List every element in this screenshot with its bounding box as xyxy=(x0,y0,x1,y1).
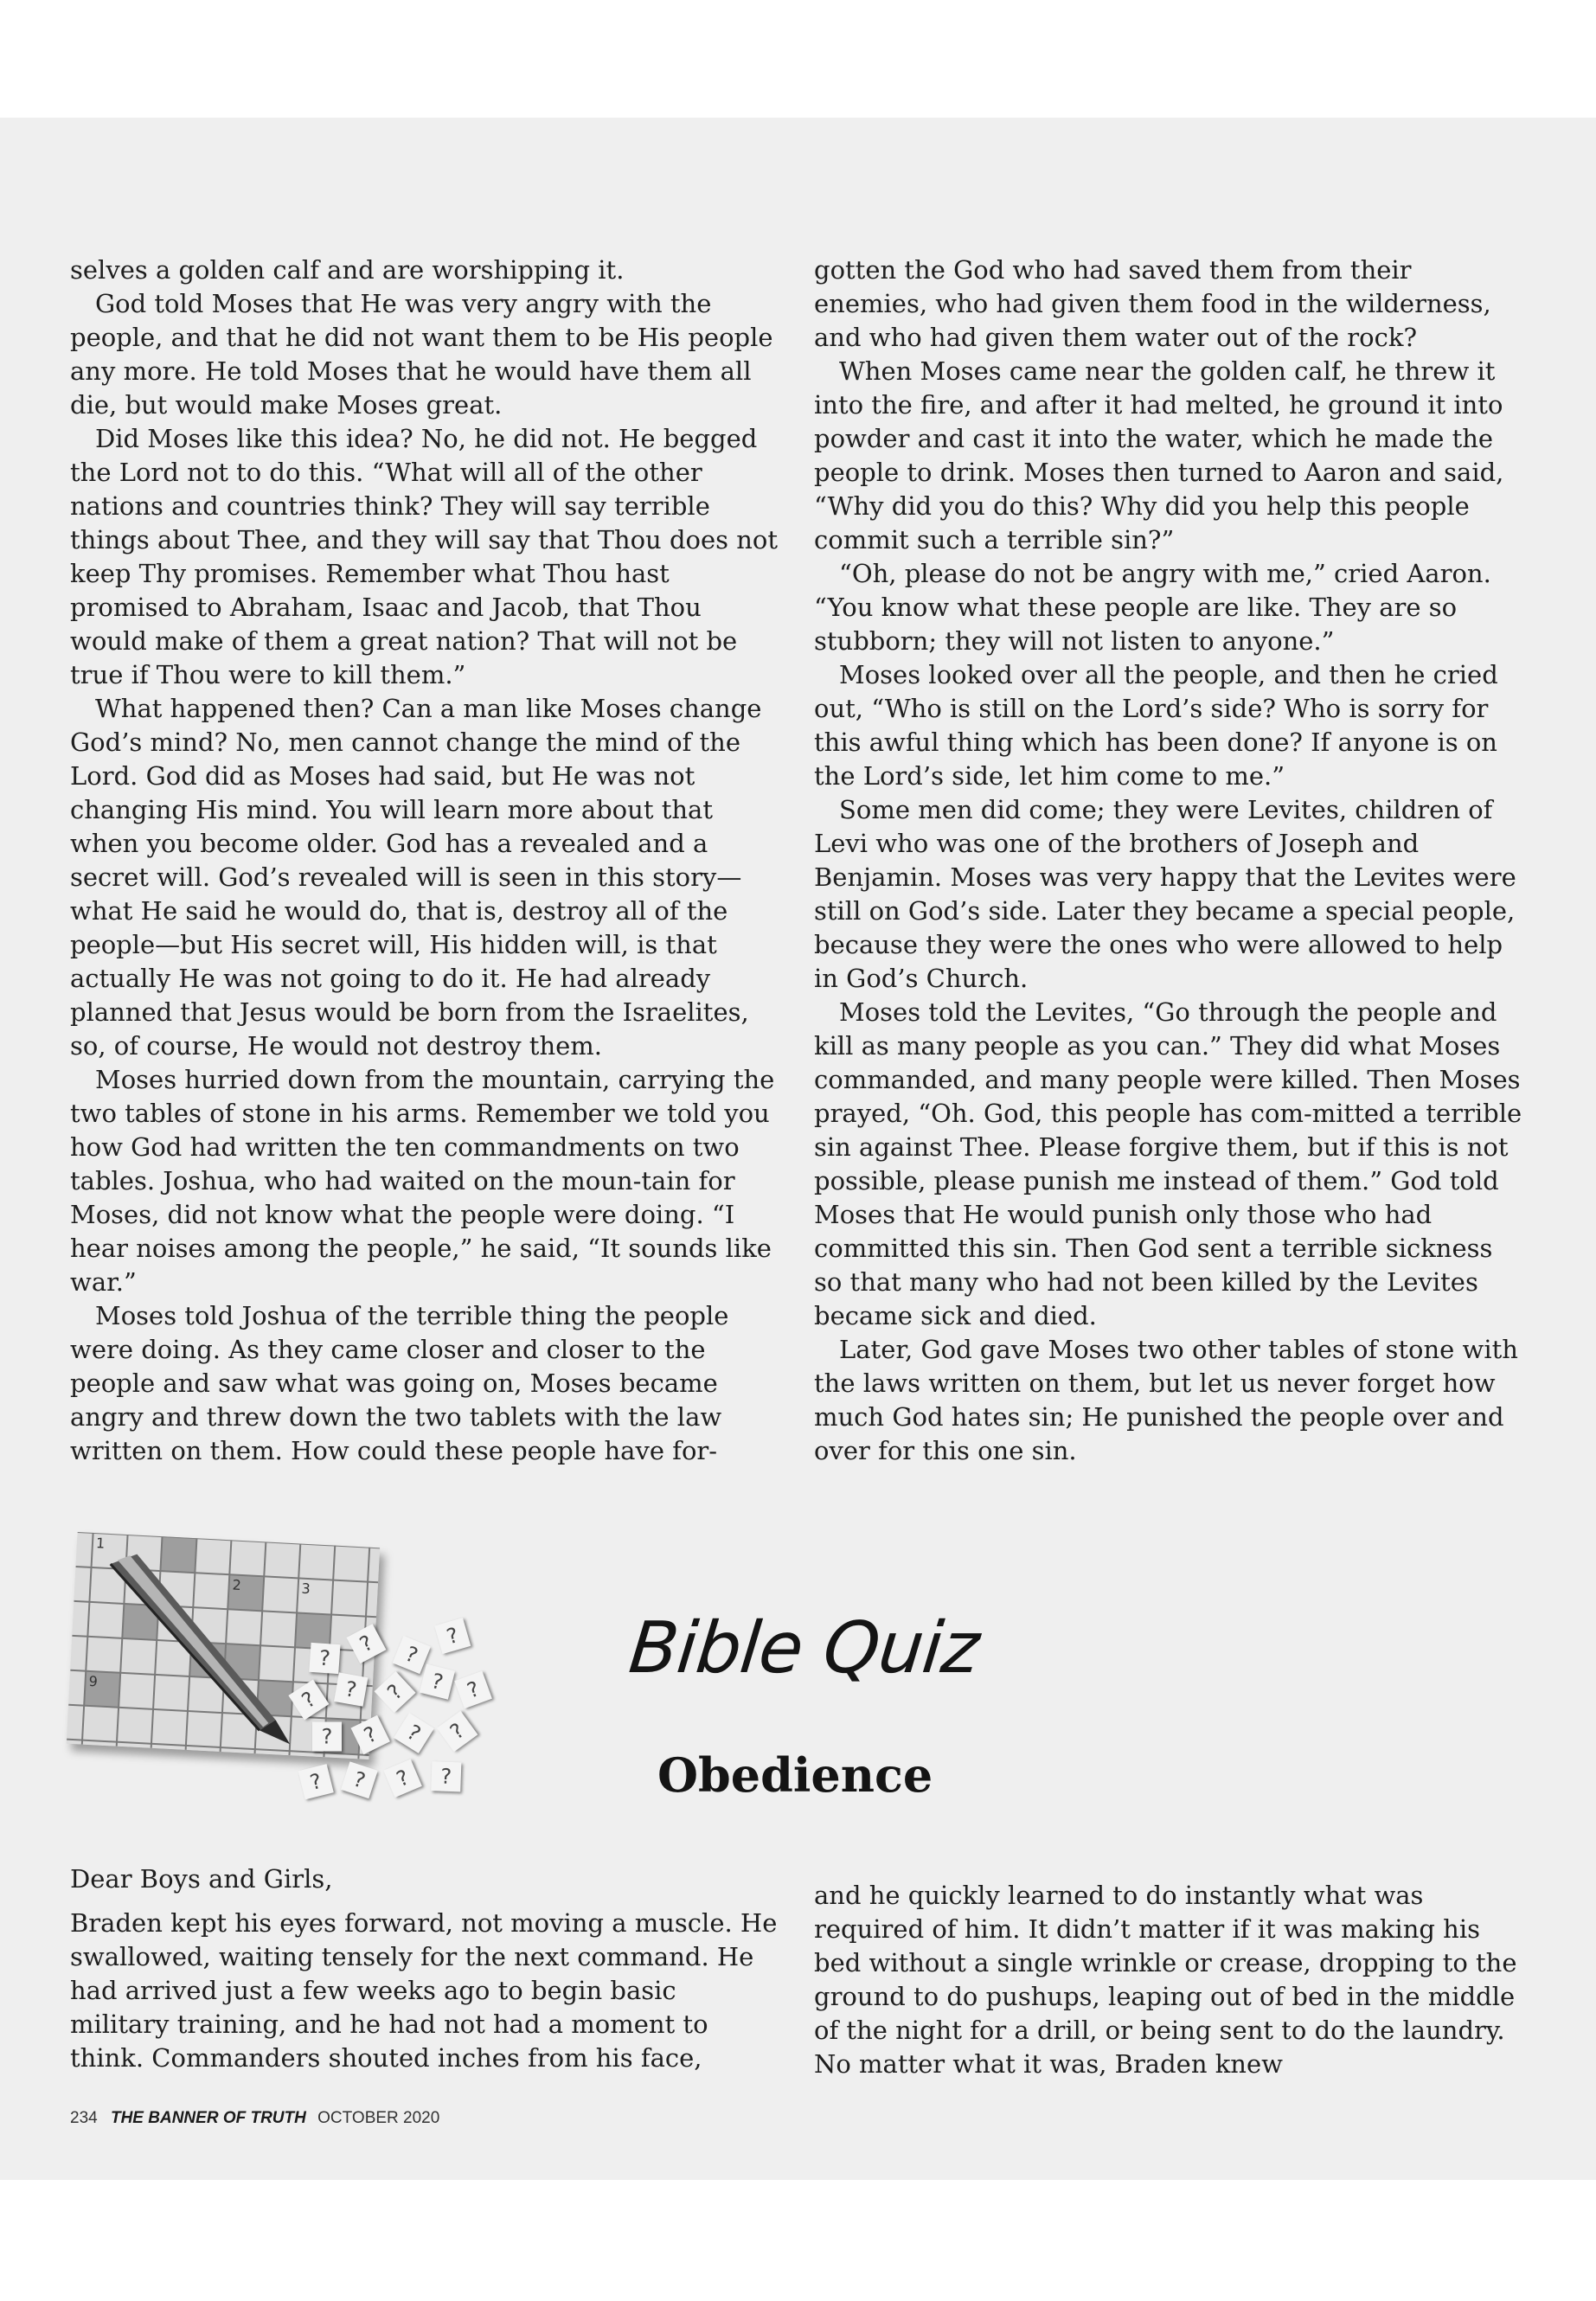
paragraph: Moses hurried down from the mountain, carrying the two tables of stone in his arms. Remember we told you how God had written the ten commandments on two tables. Joshua, who had waited on the moun-tain for Moses, did not know what the people were doing. “I hear noises among the people,” he said, “It sounds like war.” xyxy=(70,1065,775,1297)
paragraph: “Oh, please do not be angry with me,” cried Aaron. “You know what these people are like. They are so stubborn; they will not listen to anyone.” xyxy=(814,559,1491,656)
question-tile: ? xyxy=(383,1759,422,1798)
quiz-column-right xyxy=(814,1879,1525,2081)
issue-date: OCTOBER 2020 xyxy=(317,2109,440,2127)
question-tile: ? xyxy=(341,1761,378,1798)
paragraph: What happened then? Can a man like Moses change God’s mind? No, men cannot change the mind of the Lord. God did as Moses had said, but He was not changing His mind. You will learn more about that when you become older. God has a revealed and a secret will. God’s revealed will is seen in this story—what He said he would do, that is, destroy all of the people—but His secret will, His hidden will, is that actually He was not going to do it. He had already planned that Jesus would be born from the Israelites, so, of course, He would not destroy them. xyxy=(70,694,762,1061)
paragraph: When Moses came near the golden calf, he threw it into the fire, and after it had melted, he ground it into powder and cast it into the water, which he made the people to drink. Moses then turned to Aaron and said, “Why did you do this? Why did you help this people commit such a terrible sin?” xyxy=(814,356,1504,554)
quiz-column-left xyxy=(70,1862,781,2075)
salutation: Dear Boys and Girls, xyxy=(70,1864,333,1894)
page-footer xyxy=(70,2107,439,2130)
paragraph: Moses told Joshua of the terrible thing the people were doing. As they came closer and closer to the people and saw what was going on, Moses became angry and threw down the two tablets with the law written on them. How could these people have for- xyxy=(70,1301,729,1465)
grid-number: 2 xyxy=(232,1576,242,1593)
paragraph: Did Moses like this idea? No, he did not. He begged the Lord not to do this. “What will all of the other nations and countries think? They will say terrible things about Thee, and they will say that Thou does not keep Thy promises. Remember what Thou hast promised to Abraham, Isaac and Jacob, that Thou would make of them a great nation? That will not be true if Thou were to kill them.” xyxy=(70,424,779,689)
grid-number: 3 xyxy=(301,1580,311,1598)
grid-number: 9 xyxy=(88,1672,99,1690)
question-tile: ? xyxy=(375,1671,416,1713)
question-tile: ? xyxy=(454,1671,492,1709)
magazine-name: THE BANNER OF TRUTH xyxy=(110,2109,306,2127)
question-tile: ? xyxy=(347,1624,387,1663)
question-tile: ? xyxy=(437,1711,478,1752)
question-tile: ? xyxy=(434,1618,471,1654)
paragraph: Later, God gave Moses two other tables of stone with the laws written on them, but let us never forget how much God hates sin; He punished the people over and over for this one sin. xyxy=(814,1335,1518,1465)
paragraph: Braden kept his eyes forward, not moving a muscle. He swallowed, waiting tensely for the next command. He had arrived just a few weeks ago to begin basic military training, and he had not had a moment to think. Commanders shouted inches from his face, xyxy=(70,1908,778,2073)
question-tile: ? xyxy=(420,1664,455,1700)
question-tile: ? xyxy=(393,1636,431,1674)
crossword-pen-question-tiles-icon xyxy=(65,1531,497,1830)
paragraph: gotten the God who had saved them from their enemies, who had given them food in the wilderness, and who had given them water out of the rock? xyxy=(814,255,1491,352)
question-tile: ? xyxy=(394,1713,434,1753)
grid-number: 1 xyxy=(95,1535,106,1552)
question-tile: ? xyxy=(312,1721,342,1751)
question-tile: ? xyxy=(350,1715,389,1754)
question-tile: ? xyxy=(309,1643,340,1674)
question-tile: ? xyxy=(288,1679,329,1720)
quiz-subtitle: Obedience xyxy=(657,1747,933,1803)
article-column-left xyxy=(70,253,781,1468)
question-tile: ? xyxy=(334,1672,368,1706)
paragraph: and he quickly learned to do instantly what was required of him. It didn’t matter if it was making his bed without a single wrinkle or crease, dropping to the ground to do pushups, leaping out of bed in the middle of the night for a drill, or being sent to do the laundry. No matter what it was, Braden knew xyxy=(814,1881,1517,2079)
question-tile: ? xyxy=(298,1764,334,1799)
paragraph: God told Moses that He was very angry with the people, and that he did not want them to be His people any more. He told Moses that he would have them all die, but would make Moses great. xyxy=(70,289,773,420)
quiz-title: Bible Quiz xyxy=(625,1607,983,1689)
question-tile: ? xyxy=(431,1761,461,1791)
page-number: 234 xyxy=(70,2109,98,2127)
paragraph: Moses told the Levites, “Go through the people and kill as many people as you can.” They did what Moses commanded, and many people were killed. Then Moses prayed, “Oh. God, this people has com-mitted a terrible sin against Thee. Please forgive them, but if this is not possible, please punish me instead of them.” God told Moses that He would punish only those who had committed this sin. Then God sent a terrible sickness so that many who had not been killed by the Levites became sick and died. xyxy=(814,997,1522,1330)
paragraph: selves a golden calf and are worshipping it. xyxy=(70,255,625,285)
article-column-right xyxy=(814,253,1525,1468)
paragraph: Some men did come; they were Levites, children of Levi who was one of the brothers of Joseph and Benjamin. Moses was very happy that the Levites were still on God’s side. Later they became a special people, because they were the ones who were allowed to help in God’s Church. xyxy=(814,795,1516,993)
paragraph: Moses looked over all the people, and then he cried out, “Who is still on the Lord’s side? Who is sorry for this awful thing which has been done? If anyone is on the Lord’s side, let him come to me.” xyxy=(814,660,1498,791)
question-tiles xyxy=(272,1612,510,1839)
